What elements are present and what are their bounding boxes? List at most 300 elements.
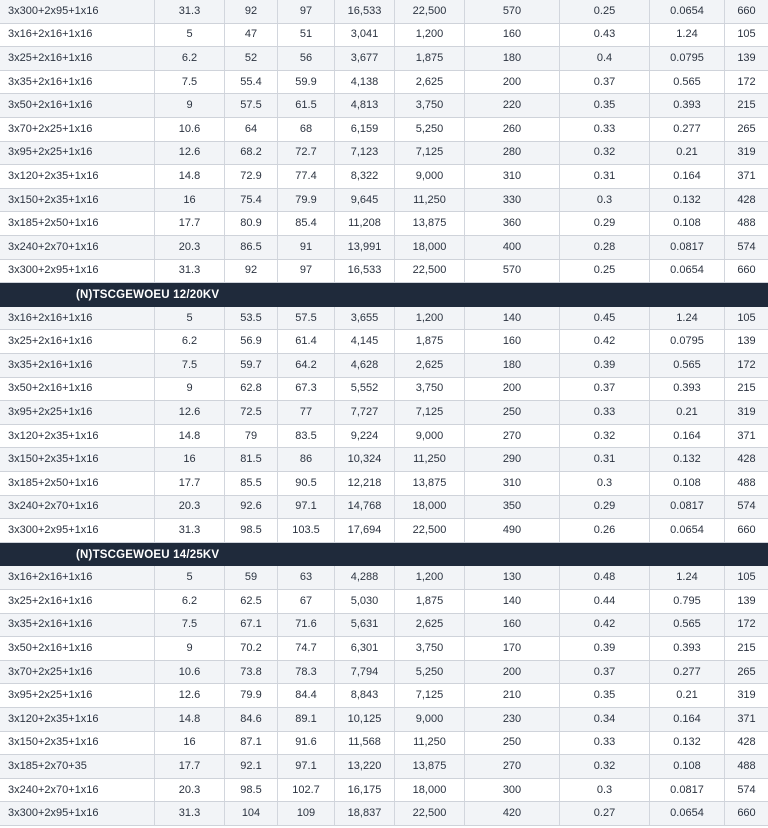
table-cell: 92.1 (225, 755, 278, 778)
table-cell: 5,030 (335, 590, 395, 613)
table-cell: 250 (465, 401, 560, 424)
table-cell: 270 (465, 755, 560, 778)
table-cell: 0.0654 (650, 0, 725, 23)
table-cell: 79.9 (278, 189, 335, 212)
table-cell: 0.35 (560, 94, 650, 117)
table-cell: 20.3 (155, 496, 225, 519)
cable-size-cell: 3x35+2x16+1x16 (0, 354, 155, 377)
table-cell: 18,837 (335, 802, 395, 825)
table-cell: 0.26 (560, 519, 650, 542)
cable-size-cell: 3x240+2x70+1x16 (0, 496, 155, 519)
table-cell: 22,500 (395, 802, 465, 825)
table-cell: 12.6 (155, 684, 225, 707)
table-cell: 160 (465, 614, 560, 637)
table-cell: 0.3 (560, 779, 650, 802)
table-cell: 62.5 (225, 590, 278, 613)
table-cell: 11,250 (395, 732, 465, 755)
table-cell: 0.3 (560, 472, 650, 495)
table-cell: 140 (465, 590, 560, 613)
table-cell: 290 (465, 448, 560, 471)
table-cell: 61.5 (278, 94, 335, 117)
table-cell: 16,533 (335, 0, 395, 23)
table-cell: 5,552 (335, 378, 395, 401)
table-row (0, 94, 768, 118)
table-cell: 270 (465, 425, 560, 448)
cable-size-cell: 3x150+2x35+1x16 (0, 448, 155, 471)
cable-size-cell: 3x16+2x16+1x16 (0, 307, 155, 330)
table-cell: 67 (278, 590, 335, 613)
table-cell: 1,200 (395, 566, 465, 589)
table-cell: 319 (737, 146, 756, 159)
table-cell: 0.0795 (650, 47, 725, 70)
table-cell: 5,250 (395, 661, 465, 684)
table-cell: 0.32 (560, 142, 650, 165)
table-cell: 0.0795 (650, 330, 725, 353)
table-cell: 488 (737, 476, 756, 489)
table-cell: 89.1 (278, 708, 335, 731)
table-cell: 3,750 (395, 94, 465, 117)
table-cell: 0.25 (560, 0, 650, 23)
cable-size-cell: 3x70+2x25+1x16 (0, 118, 155, 141)
table-cell: 0.32 (560, 425, 650, 448)
cable-size-cell: 3x25+2x16+1x16 (0, 590, 155, 613)
table-cell: 0.43 (560, 24, 650, 47)
table-cell: 70.2 (225, 637, 278, 660)
table-cell: 1,200 (395, 307, 465, 330)
table-cell: 319 (737, 405, 756, 418)
cable-size-cell: 3x35+2x16+1x16 (0, 614, 155, 637)
table-cell: 14.8 (155, 425, 225, 448)
table-cell: 215 (737, 641, 756, 654)
section-header: (N)TSCGEWOEU 14/25KV (0, 543, 768, 567)
table-cell: 428 (737, 453, 756, 466)
table-cell: 7.5 (155, 614, 225, 637)
table-cell: 31.3 (155, 260, 225, 283)
table-cell: 92 (225, 260, 278, 283)
table-cell: 57.5 (225, 94, 278, 117)
table-cell: 9 (155, 378, 225, 401)
cable-size-cell: 3x300+2x95+1x16 (0, 0, 155, 23)
table-cell: 0.0654 (650, 802, 725, 825)
table-cell: 56 (278, 47, 335, 70)
table-cell: 17.7 (155, 212, 225, 235)
table-row (0, 566, 768, 590)
table-cell: 52 (225, 47, 278, 70)
table-row (0, 189, 768, 213)
table-cell: 0.39 (560, 354, 650, 377)
cable-size-cell: 3x300+2x95+1x16 (0, 260, 155, 283)
table-cell: 9,000 (395, 165, 465, 188)
table-row (0, 684, 768, 708)
table-row (0, 0, 768, 24)
table-cell: 85.5 (225, 472, 278, 495)
table-cell: 0.39 (560, 637, 650, 660)
table-cell: 660 (737, 523, 756, 536)
table-cell: 139 (737, 51, 756, 64)
cable-size-cell: 3x185+2x50+1x16 (0, 212, 155, 235)
table-cell: 9,000 (395, 708, 465, 731)
table-cell: 0.4 (560, 47, 650, 70)
table-cell: 56.9 (225, 330, 278, 353)
cable-size-cell: 3x240+2x70+1x16 (0, 236, 155, 259)
table-cell: 6.2 (155, 330, 225, 353)
table-cell: 16 (155, 189, 225, 212)
table-cell: 9 (155, 637, 225, 660)
table-cell: 7,794 (335, 661, 395, 684)
table-row (0, 448, 768, 472)
cable-size-cell: 3x50+2x16+1x16 (0, 637, 155, 660)
cable-size-cell: 3x16+2x16+1x16 (0, 24, 155, 47)
table-cell: 428 (737, 193, 756, 206)
table-cell: 1,200 (395, 24, 465, 47)
table-cell: 8,322 (335, 165, 395, 188)
table-row (0, 118, 768, 142)
table-cell: 0.795 (650, 590, 725, 613)
table-row (0, 71, 768, 95)
table-row (0, 779, 768, 803)
cable-size-cell: 3x150+2x35+1x16 (0, 189, 155, 212)
table-cell: 9,000 (395, 425, 465, 448)
table-row (0, 661, 768, 685)
table-cell: 91 (278, 236, 335, 259)
table-cell: 84.4 (278, 684, 335, 707)
table-cell: 490 (465, 519, 560, 542)
cable-size-cell: 3x70+2x25+1x16 (0, 661, 155, 684)
table-cell: 160 (465, 24, 560, 47)
table-cell: 2,625 (395, 354, 465, 377)
table-cell: 0.31 (560, 448, 650, 471)
table-cell: 0.393 (650, 94, 725, 117)
table-cell: 105 (737, 28, 756, 41)
table-cell: 265 (737, 122, 756, 135)
table-cell: 574 (737, 783, 756, 796)
table-cell: 0.565 (650, 614, 725, 637)
table-row (0, 330, 768, 354)
table-cell: 3,750 (395, 378, 465, 401)
table-cell: 104 (225, 802, 278, 825)
table-cell: 0.393 (650, 637, 725, 660)
table-cell: 371 (737, 712, 756, 725)
table-cell: 350 (465, 496, 560, 519)
table-cell: 63 (278, 566, 335, 589)
table-cell: 2,625 (395, 71, 465, 94)
table-cell: 17.7 (155, 472, 225, 495)
table-cell: 53.5 (225, 307, 278, 330)
table-cell: 7,123 (335, 142, 395, 165)
cable-size-cell: 3x120+2x35+1x16 (0, 708, 155, 731)
table-cell: 83.5 (278, 425, 335, 448)
table-cell: 6,301 (335, 637, 395, 660)
table-cell: 10,324 (335, 448, 395, 471)
table-row (0, 590, 768, 614)
table-cell: 0.45 (560, 307, 650, 330)
table-cell: 92 (225, 0, 278, 23)
cable-size-cell: 3x185+2x50+1x16 (0, 472, 155, 495)
table-cell: 7.5 (155, 71, 225, 94)
table-cell: 59.9 (278, 71, 335, 94)
table-cell: 1.24 (650, 566, 725, 589)
cable-size-cell: 3x25+2x16+1x16 (0, 330, 155, 353)
table-cell: 0.0817 (650, 236, 725, 259)
table-cell: 79.9 (225, 684, 278, 707)
table-cell: 17.7 (155, 755, 225, 778)
cable-size-cell: 3x300+2x95+1x16 (0, 802, 155, 825)
table-row (0, 614, 768, 638)
table-cell: 0.0817 (650, 779, 725, 802)
table-row (0, 165, 768, 189)
table-cell: 73.8 (225, 661, 278, 684)
table-cell: 59 (225, 566, 278, 589)
table-cell: 0.108 (650, 472, 725, 495)
table-cell: 0.0654 (650, 260, 725, 283)
table-cell: 210 (465, 684, 560, 707)
table-cell: 72.9 (225, 165, 278, 188)
table-cell: 64.2 (278, 354, 335, 377)
table-cell: 7,125 (395, 142, 465, 165)
table-cell: 1,875 (395, 590, 465, 613)
table-cell: 90.5 (278, 472, 335, 495)
table-cell: 4,813 (335, 94, 395, 117)
table-cell: 18,000 (395, 236, 465, 259)
table-cell: 6.2 (155, 47, 225, 70)
table-cell: 0.132 (650, 189, 725, 212)
table-cell: 0.164 (650, 165, 725, 188)
table-cell: 13,220 (335, 755, 395, 778)
table-row (0, 472, 768, 496)
table-cell: 310 (465, 472, 560, 495)
table-cell: 0.44 (560, 590, 650, 613)
cable-size-cell: 3x300+2x95+1x16 (0, 519, 155, 542)
table-cell: 91.6 (278, 732, 335, 755)
table-cell: 105 (737, 571, 756, 584)
table-cell: 3,677 (335, 47, 395, 70)
table-cell: 371 (737, 169, 756, 182)
table-cell: 16,175 (335, 779, 395, 802)
table-cell: 86.5 (225, 236, 278, 259)
table-cell: 14.8 (155, 165, 225, 188)
table-cell: 78.3 (278, 661, 335, 684)
table-cell: 200 (465, 71, 560, 94)
table-cell: 260 (465, 118, 560, 141)
table-cell: 1,875 (395, 330, 465, 353)
table-cell: 215 (737, 99, 756, 112)
table-cell: 18,000 (395, 496, 465, 519)
table-cell: 0.21 (650, 684, 725, 707)
table-cell: 0.21 (650, 142, 725, 165)
table-row (0, 425, 768, 449)
table-cell: 139 (737, 594, 756, 607)
table-cell: 5,631 (335, 614, 395, 637)
cable-size-cell: 3x50+2x16+1x16 (0, 94, 155, 117)
table-cell: 72.7 (278, 142, 335, 165)
table-cell: 85.4 (278, 212, 335, 235)
cable-size-cell: 3x240+2x70+1x16 (0, 779, 155, 802)
table-cell: 280 (465, 142, 560, 165)
cable-size-cell: 3x185+2x70+35 (0, 755, 155, 778)
table-cell: 574 (737, 240, 756, 253)
table-row (0, 354, 768, 378)
table-cell: 31.3 (155, 802, 225, 825)
table-row (0, 307, 768, 331)
table-row (0, 637, 768, 661)
table-cell: 22,500 (395, 260, 465, 283)
table-cell: 570 (465, 0, 560, 23)
table-cell: 0.0654 (650, 519, 725, 542)
table-cell: 1.24 (650, 307, 725, 330)
table-row (0, 755, 768, 779)
table-cell: 488 (737, 759, 756, 772)
table-cell: 310 (465, 165, 560, 188)
table-cell: 570 (465, 260, 560, 283)
table-cell: 20.3 (155, 779, 225, 802)
table-cell: 180 (465, 354, 560, 377)
table-cell: 3,041 (335, 24, 395, 47)
table-cell: 371 (737, 429, 756, 442)
cable-size-cell: 3x95+2x25+1x16 (0, 401, 155, 424)
table-cell: 98.5 (225, 519, 278, 542)
table-cell: 97 (278, 0, 335, 23)
section-header: (N)TSCGEWOEU 12/20KV (0, 283, 768, 307)
table-cell: 61.4 (278, 330, 335, 353)
table-cell: 0.108 (650, 212, 725, 235)
table-cell: 428 (737, 736, 756, 749)
table-cell: 0.42 (560, 330, 650, 353)
table-cell: 0.37 (560, 661, 650, 684)
table-cell: 4,138 (335, 71, 395, 94)
table-cell: 31.3 (155, 0, 225, 23)
table-cell: 172 (737, 358, 756, 371)
cable-size-cell: 3x35+2x16+1x16 (0, 71, 155, 94)
table-cell: 80.9 (225, 212, 278, 235)
table-cell: 5 (155, 24, 225, 47)
table-cell: 0.42 (560, 614, 650, 637)
table-cell: 0.277 (650, 661, 725, 684)
table-cell: 75.4 (225, 189, 278, 212)
table-cell: 9,224 (335, 425, 395, 448)
table-cell: 17,694 (335, 519, 395, 542)
table-cell: 4,145 (335, 330, 395, 353)
table-cell: 3,655 (335, 307, 395, 330)
cable-size-cell: 3x95+2x25+1x16 (0, 142, 155, 165)
table-cell: 420 (465, 802, 560, 825)
table-cell: 0.29 (560, 496, 650, 519)
table-cell: 12.6 (155, 401, 225, 424)
table-cell: 64 (225, 118, 278, 141)
table-cell: 0.33 (560, 401, 650, 424)
table-cell: 250 (465, 732, 560, 755)
table-cell: 130 (465, 566, 560, 589)
table-cell: 0.164 (650, 425, 725, 448)
table-cell: 0.27 (560, 802, 650, 825)
table-cell: 170 (465, 637, 560, 660)
table-cell: 98.5 (225, 779, 278, 802)
table-cell: 5 (155, 307, 225, 330)
table-cell: 172 (737, 618, 756, 631)
table-cell: 105 (737, 311, 756, 324)
table-cell: 59.7 (225, 354, 278, 377)
cable-size-cell: 3x120+2x35+1x16 (0, 165, 155, 188)
table-cell: 10,125 (335, 708, 395, 731)
table-cell: 87.1 (225, 732, 278, 755)
table-cell: 0.565 (650, 71, 725, 94)
table-cell: 0.37 (560, 378, 650, 401)
table-cell: 6,159 (335, 118, 395, 141)
table-row (0, 47, 768, 71)
table-cell: 11,250 (395, 189, 465, 212)
table-cell: 84.6 (225, 708, 278, 731)
table-row (0, 496, 768, 520)
table-cell: 3,750 (395, 637, 465, 660)
table-cell: 0.33 (560, 732, 650, 755)
table-cell: 7.5 (155, 354, 225, 377)
table-cell: 14.8 (155, 708, 225, 731)
table-row (0, 519, 768, 543)
table-cell: 10.6 (155, 118, 225, 141)
table-cell: 11,568 (335, 732, 395, 755)
table-cell: 67.3 (278, 378, 335, 401)
table-cell: 140 (465, 307, 560, 330)
table-cell: 16 (155, 448, 225, 471)
table-cell: 97 (278, 260, 335, 283)
table-cell: 97.1 (278, 496, 335, 519)
table-cell: 68 (278, 118, 335, 141)
table-cell: 160 (465, 330, 560, 353)
table-cell: 16,533 (335, 260, 395, 283)
table-cell: 71.6 (278, 614, 335, 637)
table-cell: 0.393 (650, 378, 725, 401)
table-cell: 215 (737, 382, 756, 395)
cable-size-cell: 3x16+2x16+1x16 (0, 566, 155, 589)
table-cell: 103.5 (278, 519, 335, 542)
table-cell: 102.7 (278, 779, 335, 802)
table-cell: 0.28 (560, 236, 650, 259)
table-cell: 47 (225, 24, 278, 47)
table-cell: 7,125 (395, 401, 465, 424)
cable-size-cell: 3x95+2x25+1x16 (0, 684, 155, 707)
table-cell: 22,500 (395, 0, 465, 23)
table-cell: 0.132 (650, 732, 725, 755)
table-cell: 57.5 (278, 307, 335, 330)
table-cell: 0.277 (650, 118, 725, 141)
table-cell: 68.2 (225, 142, 278, 165)
table-cell: 0.29 (560, 212, 650, 235)
table-cell: 0.31 (560, 165, 650, 188)
table-row (0, 236, 768, 260)
table-cell: 79 (225, 425, 278, 448)
table-cell: 300 (465, 779, 560, 802)
table-row (0, 260, 768, 284)
table-cell: 200 (465, 661, 560, 684)
table-cell: 13,991 (335, 236, 395, 259)
table-cell: 77 (278, 401, 335, 424)
table-cell: 265 (737, 665, 756, 678)
table-cell: 200 (465, 378, 560, 401)
table-cell: 180 (465, 47, 560, 70)
table-cell: 319 (737, 689, 756, 702)
table-cell: 7,125 (395, 684, 465, 707)
table-cell: 22,500 (395, 519, 465, 542)
table-cell: 0.565 (650, 354, 725, 377)
table-row (0, 732, 768, 756)
table-cell: 86 (278, 448, 335, 471)
table-cell: 13,875 (395, 212, 465, 235)
table-cell: 360 (465, 212, 560, 235)
table-row (0, 802, 768, 826)
table-cell: 97.1 (278, 755, 335, 778)
table-cell: 8,843 (335, 684, 395, 707)
table-row (0, 401, 768, 425)
table-cell: 0.21 (650, 401, 725, 424)
